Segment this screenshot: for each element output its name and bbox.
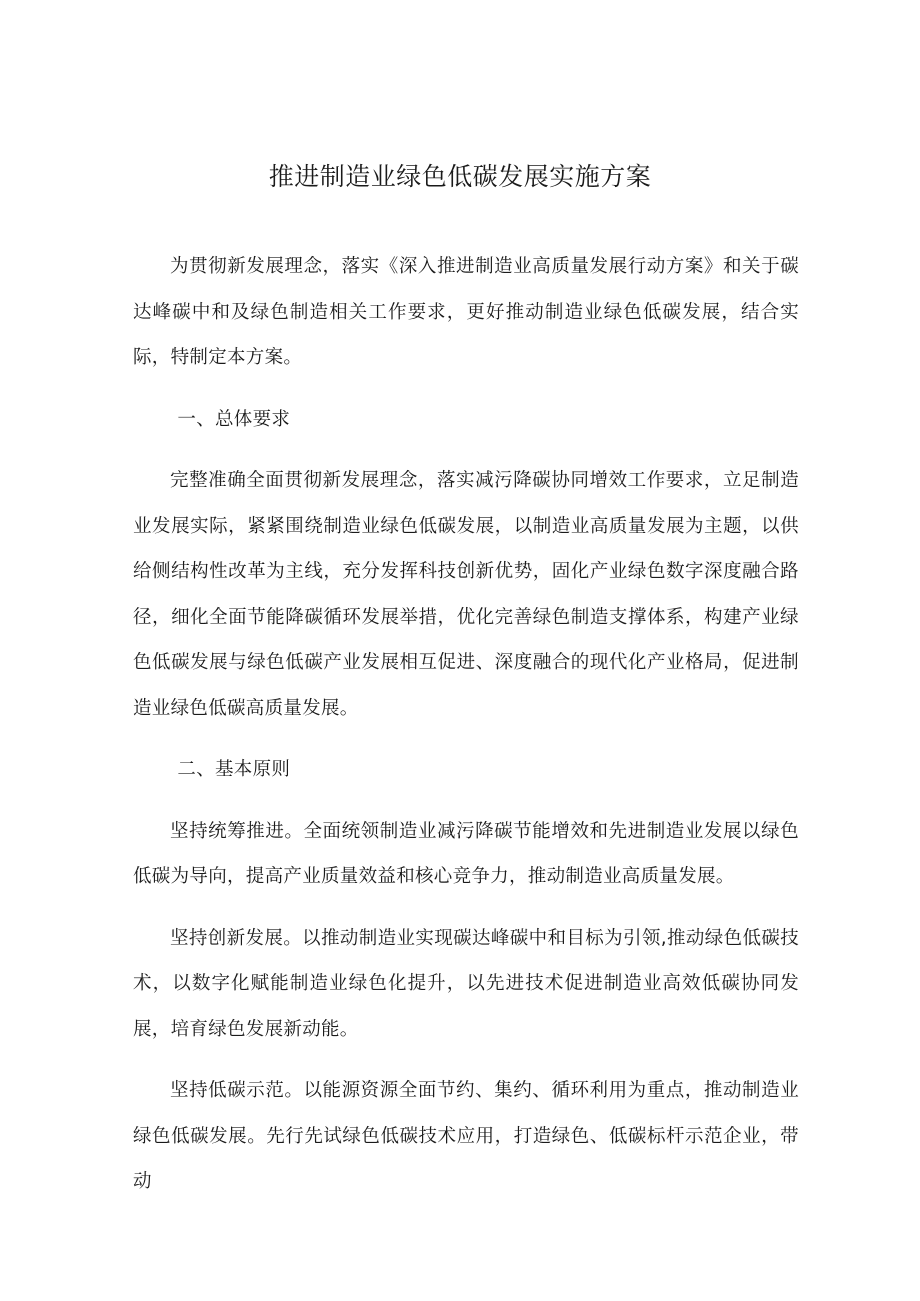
general-requirements-paragraph: 完整准确全面贯彻新发展理念，落实减污降碳协同增效工作要求，立足制造业发展实际，紧紧围绕制造业绿色低碳发展，以制造业高质量发展为主题，以供给侧结构性改革为主线，充分发挥科技创新优势，固化产业绿色数字深度融合路径，细化全面节能降碳循环发展举措，优化完善绿色制造支撑体系，构建产业绿色低碳发展与绿色低碳产业发展相互促进、深度融合的现代化产业格局，促进制造业绿色低碳高质量发展。 <box>133 470 799 719</box>
section-heading-basic-principles: 二、基本原则 <box>177 759 291 780</box>
section-heading-general-requirements: 一、总体要求 <box>177 408 291 430</box>
document-title: 推进制造业绿色低碳发展实施方案 <box>268 161 652 191</box>
document-body <box>133 244 799 1205</box>
principle-innovative-development: 坚持创新发展。以推动制造业实现碳达峰碳中和目标为引领,推动绿色低碳技术，以数字化赋能制造业绿色化提升，以先进技术促进制造业高效低碳协同发展，培育绿色发展新动能。 <box>133 927 799 1040</box>
principle-low-carbon-demonstration: 坚持低碳示范。以能源资源全面节约、集约、循环利用为重点，推动制造业绿色低碳发展。先行先试绿色低碳技术应用，打造绿色、低碳标杆示范企业，带动 <box>133 1080 799 1192</box>
principle-coordinated-advancement: 坚持统筹推进。全面统领制造业减污降碳节能增效和先进制造业发展以绿色低碳为导向，提高产业质量效益和核心竞争力，推动制造业高质量发展。 <box>133 820 799 887</box>
intro-paragraph: 为贯彻新发展理念，落实《深入推进制造业高质量发展行动方案》和关于碳达峰碳中和及绿色制造相关工作要求，更好推动制造业绿色低碳发展，结合实际，特制定本方案。 <box>133 256 799 368</box>
